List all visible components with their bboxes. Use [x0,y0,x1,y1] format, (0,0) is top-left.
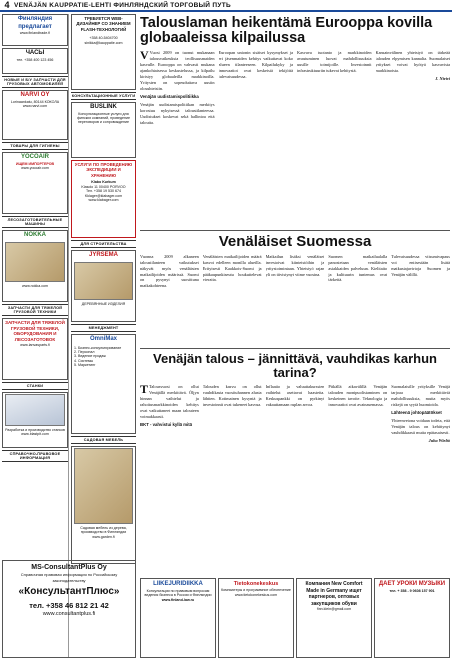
ad-consultant-plus [2,560,136,658]
ad-yocoair [2,152,68,214]
ad-nokka [2,230,68,302]
article-column [266,384,325,566]
section-construction: ДЛЯ СТРОИТЕЛЬСТВА [71,240,136,248]
article-europe [140,16,450,226]
section-management: МЕНЕДЖМЕНТ [71,324,136,332]
ad-music-lessons [374,578,450,658]
ad-email[interactable]: sinikka@kauppatie.com [84,40,123,45]
ad-finland-offers [2,14,68,46]
ad-brand: BUSLINK [90,104,117,110]
ad-brand: OmniMax [89,336,117,342]
article-text: Suomalaisille yrityksille Venäjä tarjoaa merkittäviä mahdollisuuksia, mutta myös riskejä on syytä huomioida. [391,384,450,408]
article-text: Venäläisten matkailijoiden määrä kasvoi edelleen monilla alueilla. Erityisesti Kaakkois-Suomi ja pääkaupunkiseutu houkuttelevat vieraita. [202,253,262,283]
ad-phone: тел. + 358 - 9 0608 157 901 [389,588,435,593]
ad-text: Консультации по правовым вопросам ведения бизнеса в России и Финляндии [144,588,212,598]
article-signature: Juha Wieltö [428,437,450,443]
article-column [391,384,450,566]
ad-title: LIIKEJURIDIIKKA [153,581,203,587]
machine-image [5,394,65,426]
article-text: Venäjän uudistamispolitiikan merkitys korostuu nykyisessä taloustilanteessa. Uudistukset koskevat sekä hallintoa että taloutta. [140,101,215,125]
ad-url[interactable]: www.finland-law.ru [161,598,195,603]
machine-image [5,242,65,282]
ad-brand: Tietokonekeskus [233,581,279,587]
article-text: Suomen matkailualalla panostetaan venäläisten asiakkaiden palveluun. Kielitaito ja kulttuurin tuntemus ovat tärkeitä. [328,253,388,283]
article-column [219,50,294,216]
article-text: Euroopan unionin sisäiset kysymykset ja eri jäsenmaiden kehitys vaikuttavat koko alueen tilanteeseen. Kilpailukyky ja innovaatiot ovat keskeisiä tekijöitä tulevaisuudessa. [218,50,293,80]
ad-title: ТРЕБУЕТСЯ WEB-ДИЗАЙНЕР СО ЗНАНИЕМ FLASH-ТЕХНОЛОГИЙ [76,16,131,32]
article-column [266,254,325,340]
ad-brand: YOCOAIR [20,154,49,160]
ad-omnimax [71,334,136,434]
ad-title: Компания New Comfort Made in Germany ищет партнеров, оптовых закупщиков обуви [305,581,363,607]
ad-web-designer [71,14,136,90]
section-heavy-truck-parts: ЗАПЧАСТИ ДЛЯ ТЯЖЕЛОЙ ГРУЗОВОЙ ТЕХНИКИ [2,304,68,316]
ad-blastpit [2,392,68,448]
article-russian-economy [140,352,450,574]
article-text: Talousvuosi on ollut Venäjällä merkittävä. Öljyn hinnan vaihtelut ja rahoitusmarkkinoiden kehitys ovat vaikuttaneet maan talouteen voimakkaasti. [140,384,199,419]
article-russians-in-finland [140,234,450,346]
ad-brand: Klabo Kurkum [91,180,116,185]
ad-title: ДАЕТ УРОКИ МУЗЫКИ [378,581,446,587]
article-column [203,254,262,340]
ad-text: ЗАПЧАСТИ ДЛЯ ТЯЖЕЛОЙ ГРУЗОВОЙ ТЕХНИКИ, ОБОРУДОВАНИЯ И ЛЕСОЗАГОТОВОК [5,320,65,342]
section-machine-tools: СТАНКИ [2,382,68,390]
ad-jyrsema [71,250,136,322]
article-signature: J. Nieivi [435,76,450,82]
article-column [328,254,387,340]
ad-url[interactable]: www.narvi.com [22,103,48,108]
article-text: Yhteenvetona voidaan todeta, että Venäjän talous on kehittynyt vauhdikkaasti mutta epätasaisesti. [391,417,450,435]
ad-watches [2,48,68,74]
section-hygiene: ТОВАРЫ ДЛЯ ГИГИЕНЫ [2,142,68,150]
ad-parts [2,318,68,380]
article-subheading: Lähteenä johtopäätökset [391,409,442,415]
ad-url[interactable]: www.garden.fi [92,534,115,539]
ad-liikejuridiikka [140,578,216,658]
ad-title: УСЛУГИ ПО ПРОВЕДЕНИЮ ЭКСПЕДИЦИИ И ХРАНЕНИЮ [74,162,133,178]
ad-url[interactable]: www.consultantplus.fi [42,610,96,617]
article-column [328,384,387,566]
ad-narvi [2,90,68,140]
article-text: Vuosi 2009 on tuonut mukanaan talousvaikeuksia teollisuusmaiden kasvulle. Eurooppa on vahvasti mukana ajankohtaisessa keskustelussa, ja kilpailu kiristyy globaaleilla markkinoilla. Yritysten on sopeuduttava uusiin olosuhteisiin. [140,50,215,91]
ad-buslink [71,102,136,158]
ad-list: 1. Бизнес-консультирование 2. Персонал 3. Ведение продаж 4. Системы 5. Маркетинг [74,345,122,368]
article-column: V Vuosi 2009 on tuonut mukanaan talousvaikeuksia teollisuusmaiden kasvulle. Eurooppa on vahvasti mukana ajankohtaisessa keskustelussa, ja kilpailu kiristyy globaaleilla markkinoilla. Yritysten on sopeuduttava uusiin olosuhteisiin. Venäjän uudistamispolitiikka Venäjän uudistamispolitiikan merkitys korostuu nykyisessä taloustilanteessa. Uudistukset koskevat sekä hallintoa että taloutta. [140,50,215,125]
bench-image [74,448,133,524]
ad-text: ИЩЕМ ИМПОРТЕРОВ [15,161,55,166]
section-garden-furniture: САДОВАЯ МЕБЕЛЬ [71,436,136,444]
bottom-ad-row [140,578,450,658]
page-number: 4 [4,0,10,10]
article-subheading: BKT - vahvistui kyllä mitä [140,421,193,427]
ad-text: Klasolo 11 00400 PORVOO [81,184,126,189]
ad-phone: тел. +358 46 812 21 42 [29,600,109,610]
article-text: Talouden kasvu on ollut vauhdikasta vuosituhannen alusta lähtien. Kotimainen kysyntä ja investoinnit ovat tukeneet kasvua. [202,384,262,408]
ad-url[interactable]: www.nokka.com [22,283,48,288]
ad-text: Компьютеры и программное обеспечение [221,588,291,593]
ad-text: Садовая мебель из дерева, производство в Финляндии [80,526,127,535]
section-forestry-machines: ЛЕСОЗАГОТОВИТЕЛЬНЫЕ МАШИНЫ [2,216,68,228]
ad-brand: MS-ConsultantPlus Oy [31,564,107,571]
article-title: Venäläiset Suomessa [218,233,372,250]
ad-title: ЧАСЫ [25,50,45,56]
wood-image [74,262,133,300]
ad-text: Консультационные услуги для финских компаний, проведение переговоров и сопровождение [77,111,130,125]
section-truck-parts: НОВЫЕ И Б/У ЗАПЧАСТИ ДЛЯ ГРУЗОВЫХ АВТОМОБИЛЕЙ [2,76,68,88]
article-title: Talouslaman heikentämä Eurooppa kovilla globaaleissa kilpailussa [140,15,433,47]
article-title: Venäjän talous – jännittävä, vauhdikas karhun tarina? [153,351,437,380]
ad-garden [71,446,136,564]
page-header [0,0,452,12]
ad-text: Разработка и производство станков [5,428,65,432]
article-column [391,254,450,340]
ad-text: Lorinaankatu, 80144 КОКОЛА [10,99,60,104]
ad-email[interactable]: finn.klein@gmail.com [316,607,352,611]
divider [140,230,450,231]
article-column [297,50,372,216]
article-text: Vuonna 2009 alkaneen taloustilanteen vaikutukset näkyvät myös venäläisten matkailijoiden määrissä. Suomi on pysynyt suosittuna matkakohteena. [140,253,199,289]
divider [140,348,450,349]
article-column [140,254,199,340]
ad-phone: Тел. +358 19 530 674 [85,189,122,194]
ad-text: Справочная правовая информация по Российскому законодательству [20,572,118,583]
article-text: Pitkällä aikavälillä Venäjän talouden monipuolistaminen on keskeinen tavoite. Teknologia ja innovaatiot ovat avainasemassa. [328,384,388,408]
ad-url[interactable]: www.klabager.com [88,198,119,203]
ad-brand: JYRSEMÄ [88,252,118,258]
ad-phone: тел. +358 400 123 456 [16,57,54,62]
ad-title: «КонсультантПлюс» [18,586,120,598]
ad-title: Финляндия предлагает [17,16,53,30]
ad-url[interactable]: www.yocoair.com [21,165,49,170]
ad-new-comfort [296,578,372,658]
ad-brand: NOKKA [24,232,46,238]
article-column: T Talousvuosi on ollut Venäjällä merkittävä. Öljyn hinnan vaihtelut ja rahoitusmarkkinoiden kehitys ovat vaikuttaneet maan talouteen voimakkaasti. BKT - vahvistui kyllä mitä [140,384,199,427]
ad-expedition [71,160,136,238]
ad-url[interactable]: www.blastpit.com [21,432,49,437]
article-text: Kansainvälinen yhteistyö on tärkeää talouden elpymisen kannalta. Suomalaiset yritykset voivat hyötyä kasvavista markkinoista. [375,50,450,74]
ad-url[interactable]: www.tietokonekeskus.com [234,592,278,597]
ad-url[interactable]: www.finlandtrade.fi [19,31,51,35]
section-consulting: КОНСУЛЬТАЦИОННЫЕ УСЛУГИ [71,94,136,98]
section-legal-info: СПРАВОЧНО-ПРАВОВОЕ ИНФОРМАЦИЯ [2,450,68,462]
article-text: Kasvava tuotanto ja markkinoiden avautuminen luovat mahdollisuuksia uusille toimijoille. Investoinnit infrastruktuuriin tukevat kehitystä. [297,50,372,74]
article-column [203,384,262,566]
right-ad-column [71,14,136,654]
article-column [376,50,451,216]
ad-text: ДЕРЕВЯННЫЕ ИЗДЕЛИЯ [81,301,126,306]
ad-url[interactable]: www.lanvasparts.fi [20,342,50,347]
publication-title: VENÄJÄN KAUPPATIE-LEHTI ФИНЛЯНДСКИЙ ТОРГОВЫЙ ПУТЬ [14,1,231,9]
ad-phone: +358 40-5404700 [89,36,118,41]
article-text: Inflaatio ja valuuttakurssien vaihtelut asettavat haasteita. Keskuspankki on pyrkinyt vakauttamaan ruplan arvoa. [265,384,325,408]
article-text: Tulevaisuudessa viisumivapaus voi entisestään lisätä matkustajavirtoja Suomen ja Venäjän välillä. [391,253,450,277]
article-text: Matkailun lisäksi venäläiset investoivat kiinteistöihin ja yritystoimintaan. Yhteistyö rajan yli on tiivistynyt viime vuosina. [265,253,325,277]
ad-tietokonekeskus [218,578,294,658]
article-subheading: Venäjän uudistamispolitiikka [140,93,199,99]
ad-email[interactable]: Kklager@klabager.com [84,193,123,198]
ad-brand: NARVI OY [20,92,50,98]
